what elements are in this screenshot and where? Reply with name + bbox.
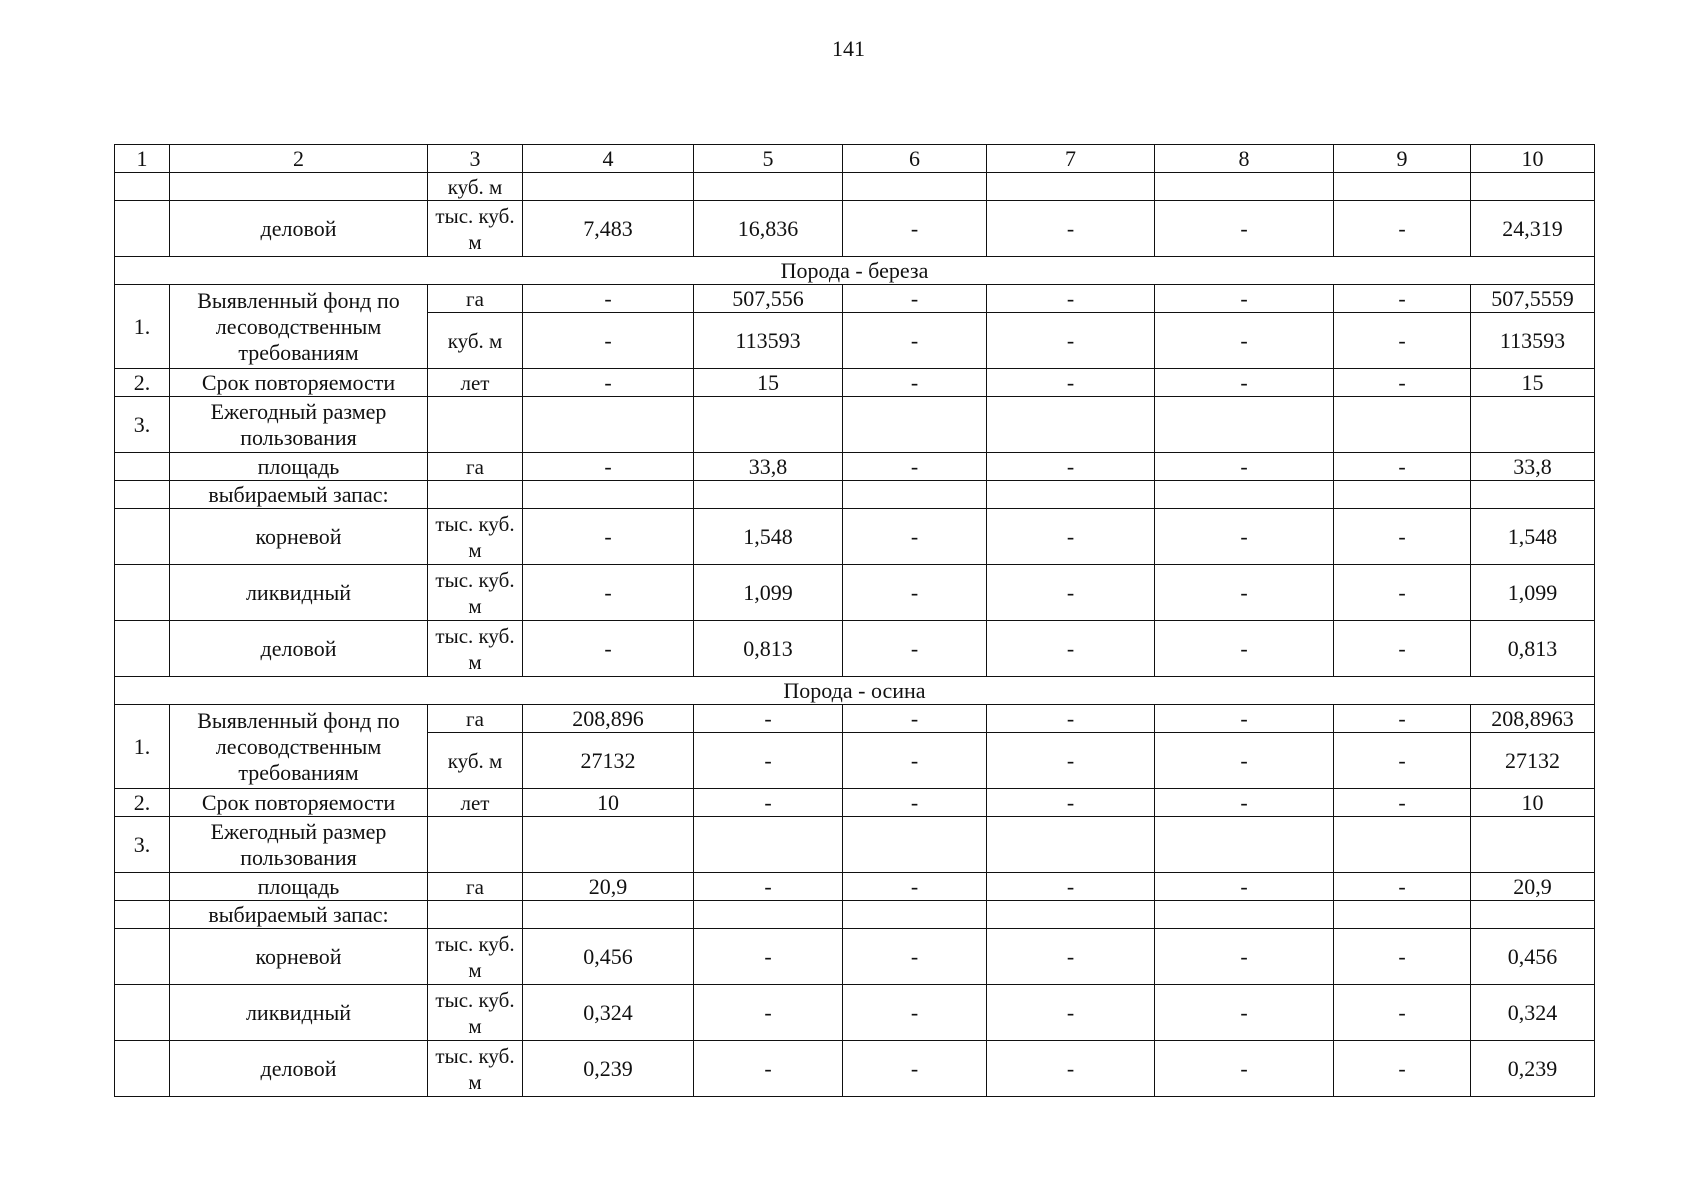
table-row [115,565,1595,621]
empty-cell [694,817,843,873]
unit-cell: лет [428,369,523,397]
value-cell: 0,239 [1471,1041,1595,1097]
value-cell: - [987,285,1155,313]
value-cell: 507,556 [694,285,843,313]
value-cell: - [987,789,1155,817]
empty-cell [694,901,843,929]
column-number-cell: 2 [170,145,428,173]
empty-cell [428,901,523,929]
empty-cell [115,509,170,565]
section-title: Порода - осина [115,677,1595,705]
value-cell: - [1155,985,1334,1041]
table-row [115,285,1595,313]
table-row [115,621,1595,677]
empty-cell [1155,481,1334,509]
value-cell: - [1334,929,1471,985]
value-cell: - [1334,789,1471,817]
unit-cell: га [428,873,523,901]
section-header-row [115,677,1595,705]
empty-cell [428,817,523,873]
unit-cell: куб. м [428,313,523,369]
empty-cell [1471,173,1595,201]
empty-cell [1334,901,1471,929]
row-number-cell: 3. [115,397,170,453]
value-cell: 7,483 [523,201,694,257]
value-cell: - [1334,201,1471,257]
empty-cell [694,173,843,201]
unit-cell: га [428,285,523,313]
indicator-cell: корневой [170,929,428,985]
value-cell: - [1334,285,1471,313]
column-number-cell: 7 [987,145,1155,173]
value-cell: - [1334,873,1471,901]
empty-cell [1471,901,1595,929]
empty-cell [1155,817,1334,873]
indicator-cell: корневой [170,509,428,565]
value-cell: 0,813 [1471,621,1595,677]
value-cell: - [1155,201,1334,257]
empty-cell [115,481,170,509]
value-cell: 0,456 [523,929,694,985]
value-cell: 24,319 [1471,201,1595,257]
value-cell: - [1155,733,1334,789]
value-cell: - [1334,453,1471,481]
value-cell: - [1155,313,1334,369]
unit-cell: тыс. куб. м [428,985,523,1041]
page-number: 141 [832,36,865,61]
empty-cell [1334,397,1471,453]
value-cell: - [843,733,987,789]
indicator-cell: площадь [170,453,428,481]
column-number-cell: 3 [428,145,523,173]
value-cell: - [694,789,843,817]
empty-cell [987,397,1155,453]
empty-cell [523,397,694,453]
table-row [115,453,1595,481]
row-number-cell: 2. [115,789,170,817]
value-cell: - [987,733,1155,789]
indicator-cell: выбираемый запас: [170,481,428,509]
empty-cell [115,985,170,1041]
value-cell: 1,099 [1471,565,1595,621]
value-cell: - [1155,789,1334,817]
indicator-cell: деловой [170,1041,428,1097]
value-cell: 10 [523,789,694,817]
value-cell: - [1334,313,1471,369]
value-cell: - [523,565,694,621]
indicator-cell: Ежегодный размер пользования [170,817,428,873]
value-cell: - [694,929,843,985]
unit-cell: куб. м [428,173,523,201]
unit-cell: куб. м [428,733,523,789]
value-cell: - [1334,621,1471,677]
value-cell: - [843,985,987,1041]
value-cell: 1,099 [694,565,843,621]
empty-cell [428,397,523,453]
value-cell: - [523,313,694,369]
value-cell: 20,9 [1471,873,1595,901]
indicator-cell: выбираемый запас: [170,901,428,929]
value-cell: 208,8963 [1471,705,1595,733]
value-cell: - [987,201,1155,257]
indicator-cell: Срок повторяемости [170,369,428,397]
table-row [115,789,1595,817]
value-cell: 20,9 [523,873,694,901]
value-cell: - [694,985,843,1041]
value-cell: 113593 [1471,313,1595,369]
column-number-cell: 9 [1334,145,1471,173]
column-number-cell: 10 [1471,145,1595,173]
value-cell: 113593 [694,313,843,369]
value-cell: - [523,285,694,313]
indicator-cell: площадь [170,873,428,901]
indicator-cell: Ежегодный размер пользования [170,397,428,453]
value-cell: - [1155,369,1334,397]
table-row [115,481,1595,509]
row-number-cell: 2. [115,369,170,397]
value-cell: - [987,313,1155,369]
empty-cell [115,1041,170,1097]
value-cell: 15 [1471,369,1595,397]
empty-cell [1471,481,1595,509]
value-cell: - [523,453,694,481]
section-header-row [115,257,1595,285]
empty-cell [115,173,170,201]
section-title: Порода - береза [115,257,1595,285]
table-row [115,201,1595,257]
value-cell: - [694,733,843,789]
value-cell: - [1334,509,1471,565]
empty-cell [523,481,694,509]
empty-cell [694,481,843,509]
unit-cell: тыс. куб. м [428,1041,523,1097]
value-cell: 1,548 [1471,509,1595,565]
value-cell: - [1155,705,1334,733]
value-cell: - [987,621,1155,677]
unit-cell: га [428,705,523,733]
value-cell: - [1334,733,1471,789]
value-cell: - [987,565,1155,621]
empty-cell [115,453,170,481]
empty-cell [987,481,1155,509]
value-cell: - [1155,565,1334,621]
indicator-cell: Срок повторяемости [170,789,428,817]
value-cell: 33,8 [1471,453,1595,481]
empty-cell [523,173,694,201]
empty-cell [170,173,428,201]
value-cell: 208,896 [523,705,694,733]
column-number-cell: 5 [694,145,843,173]
value-cell: - [843,621,987,677]
indicator-cell: Выявленный фонд по лесоводственным требованиям [170,705,428,789]
value-cell: - [843,873,987,901]
indicator-cell: ликвидный [170,565,428,621]
value-cell: - [987,1041,1155,1097]
empty-cell [115,873,170,901]
value-cell: - [1334,1041,1471,1097]
column-number-cell: 8 [1155,145,1334,173]
unit-cell: тыс. куб. м [428,929,523,985]
value-cell: - [987,873,1155,901]
empty-cell [987,817,1155,873]
column-number-cell: 4 [523,145,694,173]
value-cell: - [694,873,843,901]
value-cell: 1,548 [694,509,843,565]
value-cell: 27132 [1471,733,1595,789]
indicator-cell: ликвидный [170,985,428,1041]
value-cell: - [1155,1041,1334,1097]
empty-cell [1155,901,1334,929]
row-number-cell: 1. [115,705,170,789]
empty-cell [523,817,694,873]
empty-cell [1155,173,1334,201]
value-cell: - [843,453,987,481]
empty-cell [115,201,170,257]
unit-cell: га [428,453,523,481]
empty-cell [1334,173,1471,201]
value-cell: - [694,705,843,733]
table-row [115,985,1595,1041]
value-cell: - [987,929,1155,985]
value-cell: 0,456 [1471,929,1595,985]
value-cell: - [987,509,1155,565]
empty-cell [694,397,843,453]
row-number-cell: 3. [115,817,170,873]
value-cell: - [1155,929,1334,985]
empty-cell [115,929,170,985]
value-cell: - [843,285,987,313]
table-row [115,397,1595,453]
value-cell: - [694,1041,843,1097]
value-cell: - [1334,369,1471,397]
empty-cell [428,481,523,509]
empty-cell [1155,397,1334,453]
table-body [115,145,1595,1097]
value-cell: 33,8 [694,453,843,481]
value-cell: 15 [694,369,843,397]
empty-cell [987,173,1155,201]
empty-cell [843,901,987,929]
empty-cell [1471,817,1595,873]
forest-use-table [114,144,1595,1097]
empty-cell [1334,817,1471,873]
empty-cell [523,901,694,929]
empty-cell [843,817,987,873]
value-cell: 0,239 [523,1041,694,1097]
table-row [115,705,1595,733]
value-cell: - [523,509,694,565]
table-row [115,369,1595,397]
table-row [115,509,1595,565]
value-cell: - [843,369,987,397]
value-cell: - [1334,985,1471,1041]
unit-cell: тыс. куб. м [428,509,523,565]
value-cell: - [843,201,987,257]
value-cell: - [843,705,987,733]
value-cell: - [987,705,1155,733]
value-cell: 0,813 [694,621,843,677]
value-cell: - [843,509,987,565]
empty-cell [843,481,987,509]
table-row [115,901,1595,929]
column-number-cell: 6 [843,145,987,173]
value-cell: - [1155,453,1334,481]
value-cell: - [843,1041,987,1097]
value-cell: 0,324 [1471,985,1595,1041]
empty-cell [1334,481,1471,509]
value-cell: - [987,985,1155,1041]
unit-cell: тыс. куб. м [428,621,523,677]
value-cell: - [523,621,694,677]
value-cell: - [843,789,987,817]
value-cell: - [1334,565,1471,621]
unit-cell: тыс. куб. м [428,201,523,257]
empty-cell [115,565,170,621]
value-cell: - [843,929,987,985]
table-row [115,1041,1595,1097]
indicator-cell: Выявленный фонд по лесоводственным требованиям [170,285,428,369]
value-cell: - [1155,621,1334,677]
value-cell: - [843,565,987,621]
column-number-cell: 1 [115,145,170,173]
value-cell: - [1155,873,1334,901]
value-cell: 10 [1471,789,1595,817]
table-row [115,173,1595,201]
value-cell: - [987,453,1155,481]
value-cell: - [1155,285,1334,313]
empty-cell [843,397,987,453]
table-row [115,873,1595,901]
value-cell: - [1334,705,1471,733]
empty-cell [115,621,170,677]
empty-cell [1471,397,1595,453]
empty-cell [843,173,987,201]
value-cell: - [987,369,1155,397]
value-cell: - [843,313,987,369]
value-cell: 16,836 [694,201,843,257]
value-cell: 0,324 [523,985,694,1041]
row-number-cell: 1. [115,285,170,369]
value-cell: 27132 [523,733,694,789]
value-cell: 507,5559 [1471,285,1595,313]
unit-cell: тыс. куб. м [428,565,523,621]
indicator-cell: деловой [170,621,428,677]
value-cell: - [1155,509,1334,565]
unit-cell: лет [428,789,523,817]
value-cell: - [523,369,694,397]
header-row [115,145,1595,173]
empty-cell [987,901,1155,929]
table-row [115,929,1595,985]
table-row [115,817,1595,873]
indicator-cell: деловой [170,201,428,257]
empty-cell [115,901,170,929]
